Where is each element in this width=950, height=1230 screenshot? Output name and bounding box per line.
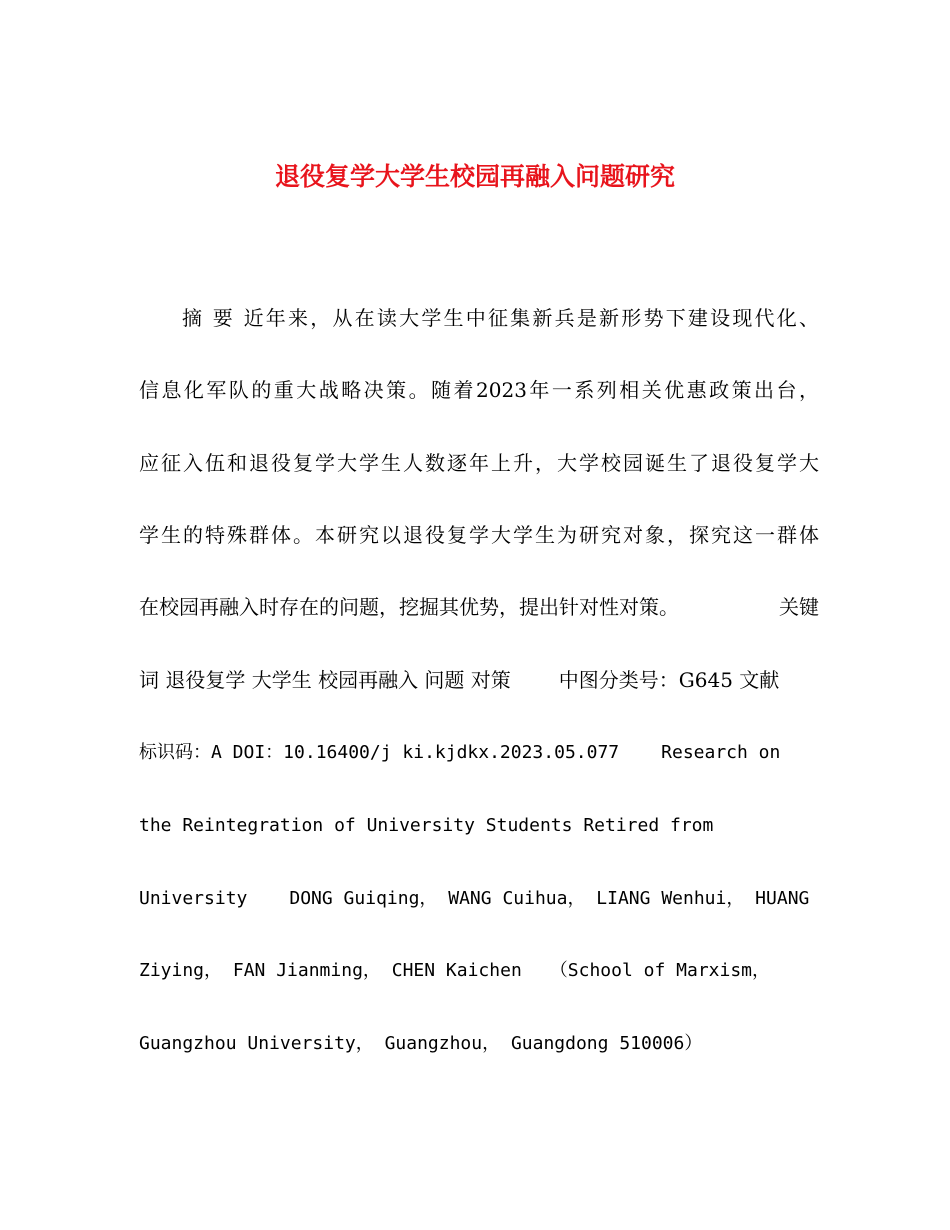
authors-start: DONG Guiqing， WANG Cuihua， LIANG Wenhui， HUANG [289, 888, 810, 909]
abstract-line-1: 摘 要 近年来，从在读大学生中征集新兵是新形势下建设现代化、 [182, 306, 819, 330]
authors-end: Ziying， FAN Jianming， CHEN Kaichen [139, 960, 522, 981]
doi-line [139, 733, 819, 773]
english-title-end: University [139, 888, 248, 909]
english-title-line: the Reintegration of University Students Retired from [139, 815, 714, 836]
abstract-line-2: 信息化军队的重大战略决策。随着2023年一系列相关优惠政策出台， [139, 378, 819, 402]
affiliation-start: （School of Marxism， [549, 960, 771, 981]
abstract-line-5 [139, 587, 819, 627]
authors-line-2 [139, 951, 819, 991]
authors-line-1 [139, 879, 819, 919]
document-title: 退役复学大学生校园再融入问题研究 [274, 161, 675, 191]
keywords-line [139, 660, 819, 700]
doi-text: 标识码：A DOI：10.16400/j ki.kjdkx.2023.05.077 [139, 742, 620, 763]
abstract-line-3: 应征入伍和退役复学大学生人数逐年上升，大学校园诞生了退役复学大 [139, 451, 819, 475]
english-title-start: Research on [661, 742, 781, 763]
abstract-text-end: 在校园再融入时存在的问题，挖掘其优势，提出针对性对策。 [139, 595, 679, 619]
keywords-label-start: 关键 [779, 595, 819, 619]
affiliation-line: Guangzhou University， Guangzhou， Guangdong 510006） [139, 1033, 703, 1054]
keywords-text: 词 退役复学 大学生 校园再融入 问题 对策 [139, 668, 511, 692]
classification-label: 中图分类号：G645 文献 [558, 668, 780, 692]
abstract-line-4: 学生的特殊群体。本研究以退役复学大学生为研究对象，探究这一群体 [139, 523, 819, 547]
